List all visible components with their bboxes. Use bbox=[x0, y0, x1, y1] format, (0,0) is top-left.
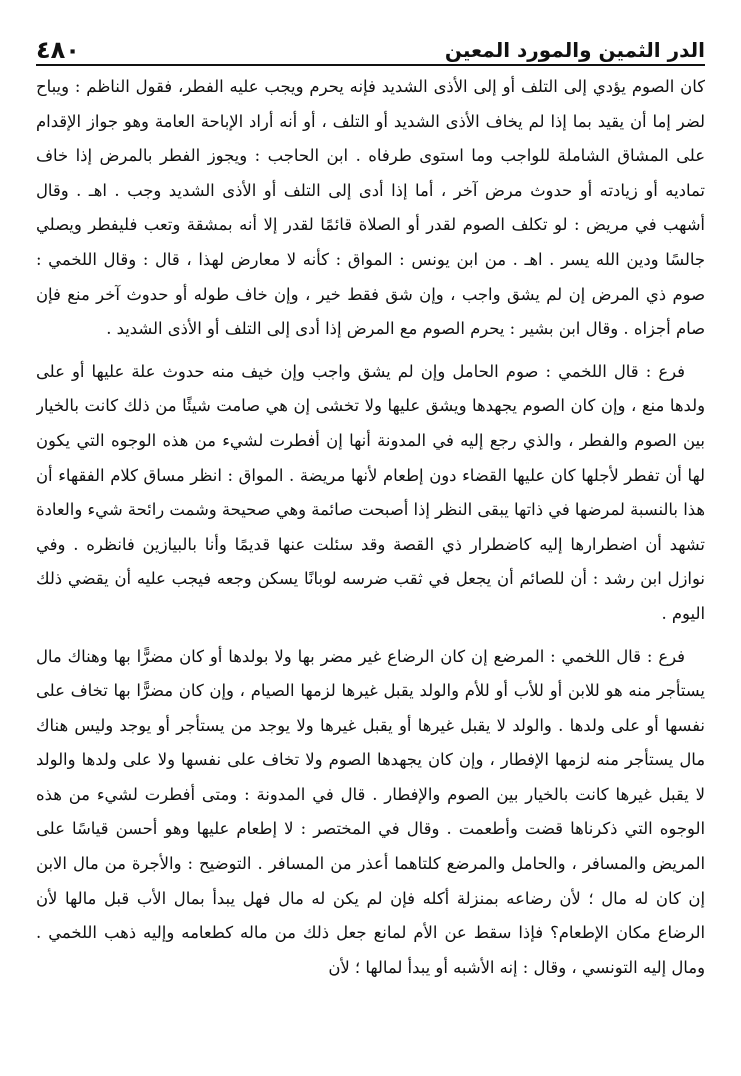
paragraph-nursing-woman: فرع : قال اللخمي : المرضع إن كان الرضاع غير مضر بها ولا بولدها أو كان مضرًّا بها وهناك مال يستأجر منه هو للابن أو للأب أو للأم والولد يقبل غيرها لزمها الصيام ، وإن كان مضرًّا بها تخاف على نفسها أو على ولدها . والولد لا يقبل غيرها أو يقبل غيرها ولا يوجد من يستأجر أو يوجد وليس هناك مال يستأجر منه لزمها الإفطار ، وإن كان يجهدها الصوم ولا تخاف على نفسها ولا على ولدها والولد لا يقبل غيرها كانت بالخيار بين الصوم والإفطار . قال في المدونة : ومتى أفطرت لشيء من هذه الوجوه التي ذكرناها قضت وأطعمت . وقال في المختصر : لا إطعام عليها وهو أحسن قياسًا على المريض والمسافر ، والحامل والمرضع كلتاهما أعذر من المسافر . التوضيح : والأجرة من مال الابن إن كان له مال ؛ لأن رضاعه بمنزلة أكله فإن لم يكن له مال فهل يبدأ بمال الأب قبل مالها لأن الرضاع مكان الإطعام؟ فإذا سقط عن الأم لمانع جعل ذلك من ماله كطعامه وإليه ذهب اللخمي . ومال إليه التونسي ، وقال : إنه الأشبه أو يبدأ لمالها ؛ لأن bbox=[36, 646, 705, 977]
paragraph-gap bbox=[36, 347, 705, 355]
paragraph-gap bbox=[36, 632, 705, 640]
running-title: الدر الثمين والمورد المعين bbox=[444, 38, 705, 62]
page-number: ٤٨٠ bbox=[36, 36, 80, 64]
page-body bbox=[36, 70, 705, 1056]
page-header bbox=[36, 30, 705, 66]
paragraph-fasting-illness: كان الصوم يؤدي إلى التلف أو إلى الأذى الشديد فإنه يحرم ويجب عليه الفطر، فقول الناظم : ويباح لضر إما أن يقيد بما إذا لم يخاف الأذى الشديد أو التلف ، أو أنه أراد الإباحة العامة وهو جواز الإقدام على المشاق الشاملة للواجب وما استوى طرفاه . ابن الحاجب : ويجوز الفطر بالمرض إذا خاف تماديه أو زيادته أو حدوث مرض آخر ، أما إذا أدى إلى التلف أو الأذى الشديد وجب . اهـ . وقال أشهب في مريض : لو تكلف الصوم لقدر أو الصلاة قائمًا لقدر إلا أنه بمشقة وتعب فليفطر ويصلي جالسًا ودين الله يسر . اهـ . من ابن يونس : المواق : كأنه لا معارض لهذا ، قال : وقال اللخمي : صوم ذي المرض إن لم يشق واجب ، وإن شق فقط خير ، وإن خاف طوله أو حدوث آخر منع فإن صام أجزاه . وقال ابن بشير : يحرم الصوم مع المرض إذا أدى إلى التلف أو الأذى الشديد . bbox=[36, 77, 705, 339]
paragraph-pregnant-woman: فرع : قال اللخمي : صوم الحامل وإن لم يشق واجب وإن خيف منه حدوث علة عليها أو على ولدها منع ، وإن كان الصوم يجهدها ويشق عليها ولا تخشى إن هي صامت شيئًا من ذلك كانت بالخيار بين الصوم والفطر ، والذي رجع إليه في المدونة أنها إن أفطرت لشيء من هذه الوجوه التي يكون لها أن تفطر لأجلها كان عليها القضاء دون إطعام لأنها مريضة . المواق : انظر مساق كلام الفقهاء أن هذا بالنسبة لمرضها في ذاتها يبقى النظر إذا أصبحت صائمة وهي صحيحة وشمت رائحة شيء والعادة تشهد أن اضطرارها إليه كاضطرار ذي القصة وقد سئلت عنها قديمًا وأنا بالبيازين فانظره . وفي نوازل ابن رشد : أن للصائم أن يجعل في ثقب ضرسه لوبانًا يسكن وجعه فيجب عليه أن يقضي ذلك اليوم . bbox=[36, 361, 705, 623]
